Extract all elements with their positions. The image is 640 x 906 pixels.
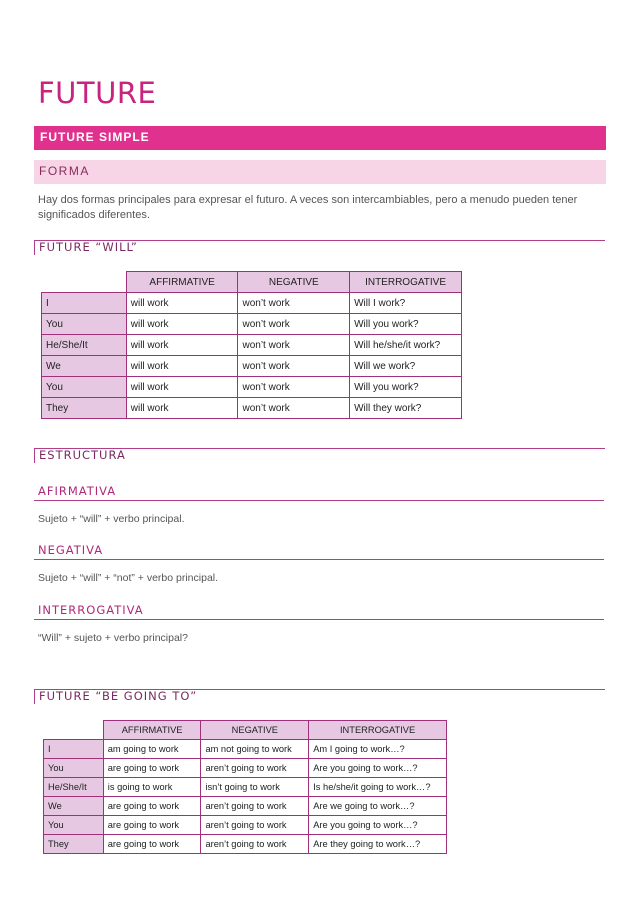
forma-banner bbox=[34, 160, 606, 184]
table-row bbox=[44, 778, 447, 797]
pronoun-cell: We bbox=[44, 797, 104, 816]
negative-cell: won’t work bbox=[238, 293, 350, 314]
col-header-interrogative: INTERROGATIVE bbox=[309, 721, 447, 740]
col-header-affirmative: AFFIRMATIVE bbox=[126, 272, 238, 293]
affirmative-cell: will work bbox=[126, 398, 238, 419]
pronoun-cell: You bbox=[44, 759, 104, 778]
afirmativa-divider bbox=[34, 500, 604, 501]
table-row bbox=[42, 356, 462, 377]
page-title: FUTURE bbox=[38, 76, 157, 110]
afirmativa-heading: AFIRMATIVA bbox=[38, 484, 117, 498]
table-row bbox=[44, 797, 447, 816]
section-banner bbox=[34, 126, 606, 150]
affirmative-cell: is going to work bbox=[103, 778, 201, 797]
interrogative-cell: Am I going to work…? bbox=[309, 740, 447, 759]
interrogative-cell: Are you going to work…? bbox=[309, 816, 447, 835]
table-row bbox=[44, 740, 447, 759]
table-row bbox=[42, 398, 462, 419]
table-corner bbox=[44, 721, 104, 740]
pronoun-cell: He/She/It bbox=[42, 335, 127, 356]
will-table bbox=[41, 271, 462, 419]
affirmative-cell: are going to work bbox=[103, 797, 201, 816]
negative-cell: won’t work bbox=[238, 335, 350, 356]
interrogative-cell: Are we going to work…? bbox=[309, 797, 447, 816]
interrogative-cell: Will he/she/it work? bbox=[350, 335, 462, 356]
affirmative-cell: will work bbox=[126, 314, 238, 335]
interrogative-cell: Will you work? bbox=[350, 314, 462, 335]
negativa-text: Sujeto + “will” + “not” + verbo principal. bbox=[38, 572, 219, 584]
will-heading: FUTURE “WILL” bbox=[39, 240, 138, 254]
negative-cell: won’t work bbox=[238, 398, 350, 419]
going-to-section-header bbox=[34, 689, 605, 704]
interrogativa-text: “Will” + sujeto + verbo principal? bbox=[38, 632, 188, 644]
table-row bbox=[42, 335, 462, 356]
negative-cell: won’t work bbox=[238, 314, 350, 335]
intro-paragraph: Hay dos formas principales para expresar el futuro. A veces son intercambiables, pero a menudo pueden tener significados diferentes. bbox=[38, 194, 578, 221]
estructura-section-header bbox=[34, 448, 605, 463]
table-header-row bbox=[42, 272, 462, 293]
negative-cell: isn’t going to work bbox=[201, 778, 309, 797]
pronoun-cell: He/She/It bbox=[44, 778, 104, 797]
negativa-heading: NEGATIVA bbox=[38, 543, 104, 557]
interrogative-cell: Will we work? bbox=[350, 356, 462, 377]
affirmative-cell: will work bbox=[126, 293, 238, 314]
table-row bbox=[44, 759, 447, 778]
col-header-interrogative: INTERROGATIVE bbox=[350, 272, 462, 293]
negative-cell: won’t work bbox=[238, 377, 350, 398]
interrogative-cell: Will you work? bbox=[350, 377, 462, 398]
negative-cell: won’t work bbox=[238, 356, 350, 377]
pronoun-cell: I bbox=[44, 740, 104, 759]
going-to-heading: FUTURE “BE GOING TO” bbox=[39, 689, 198, 703]
col-header-negative: NEGATIVE bbox=[238, 272, 350, 293]
affirmative-cell: will work bbox=[126, 377, 238, 398]
interrogativa-divider bbox=[34, 619, 604, 620]
col-header-negative: NEGATIVE bbox=[201, 721, 309, 740]
table-row bbox=[44, 816, 447, 835]
negative-cell: aren’t going to work bbox=[201, 759, 309, 778]
affirmative-cell: are going to work bbox=[103, 816, 201, 835]
pronoun-cell: I bbox=[42, 293, 127, 314]
estructura-heading: ESTRUCTURA bbox=[39, 448, 126, 462]
interrogative-cell: Are you going to work…? bbox=[309, 759, 447, 778]
interrogative-cell: Will they work? bbox=[350, 398, 462, 419]
pronoun-cell: They bbox=[44, 835, 104, 854]
pronoun-cell: You bbox=[42, 377, 127, 398]
table-row bbox=[42, 314, 462, 335]
afirmativa-text: Sujeto + “will” + verbo principal. bbox=[38, 513, 185, 525]
negativa-divider bbox=[34, 559, 604, 560]
table-row bbox=[42, 293, 462, 314]
table-header-row bbox=[44, 721, 447, 740]
pronoun-cell: You bbox=[44, 816, 104, 835]
negative-cell: aren’t going to work bbox=[201, 835, 309, 854]
pronoun-cell: We bbox=[42, 356, 127, 377]
interrogativa-heading: INTERROGATIVA bbox=[38, 603, 144, 617]
pronoun-cell: You bbox=[42, 314, 127, 335]
negative-cell: aren’t going to work bbox=[201, 797, 309, 816]
section-banner-label: FUTURE SIMPLE bbox=[40, 130, 150, 144]
negative-cell: am not going to work bbox=[201, 740, 309, 759]
affirmative-cell: am going to work bbox=[103, 740, 201, 759]
will-section-header bbox=[34, 240, 605, 255]
table-row bbox=[42, 377, 462, 398]
table-corner bbox=[42, 272, 127, 293]
table-row bbox=[44, 835, 447, 854]
interrogative-cell: Are they going to work…? bbox=[309, 835, 447, 854]
affirmative-cell: will work bbox=[126, 356, 238, 377]
col-header-affirmative: AFFIRMATIVE bbox=[103, 721, 201, 740]
pronoun-cell: They bbox=[42, 398, 127, 419]
affirmative-cell: are going to work bbox=[103, 835, 201, 854]
forma-heading: FORMA bbox=[39, 164, 90, 178]
interrogative-cell: Is he/she/it going to work…? bbox=[309, 778, 447, 797]
going-to-table bbox=[43, 720, 447, 854]
interrogative-cell: Will I work? bbox=[350, 293, 462, 314]
affirmative-cell: will work bbox=[126, 335, 238, 356]
negative-cell: aren’t going to work bbox=[201, 816, 309, 835]
affirmative-cell: are going to work bbox=[103, 759, 201, 778]
